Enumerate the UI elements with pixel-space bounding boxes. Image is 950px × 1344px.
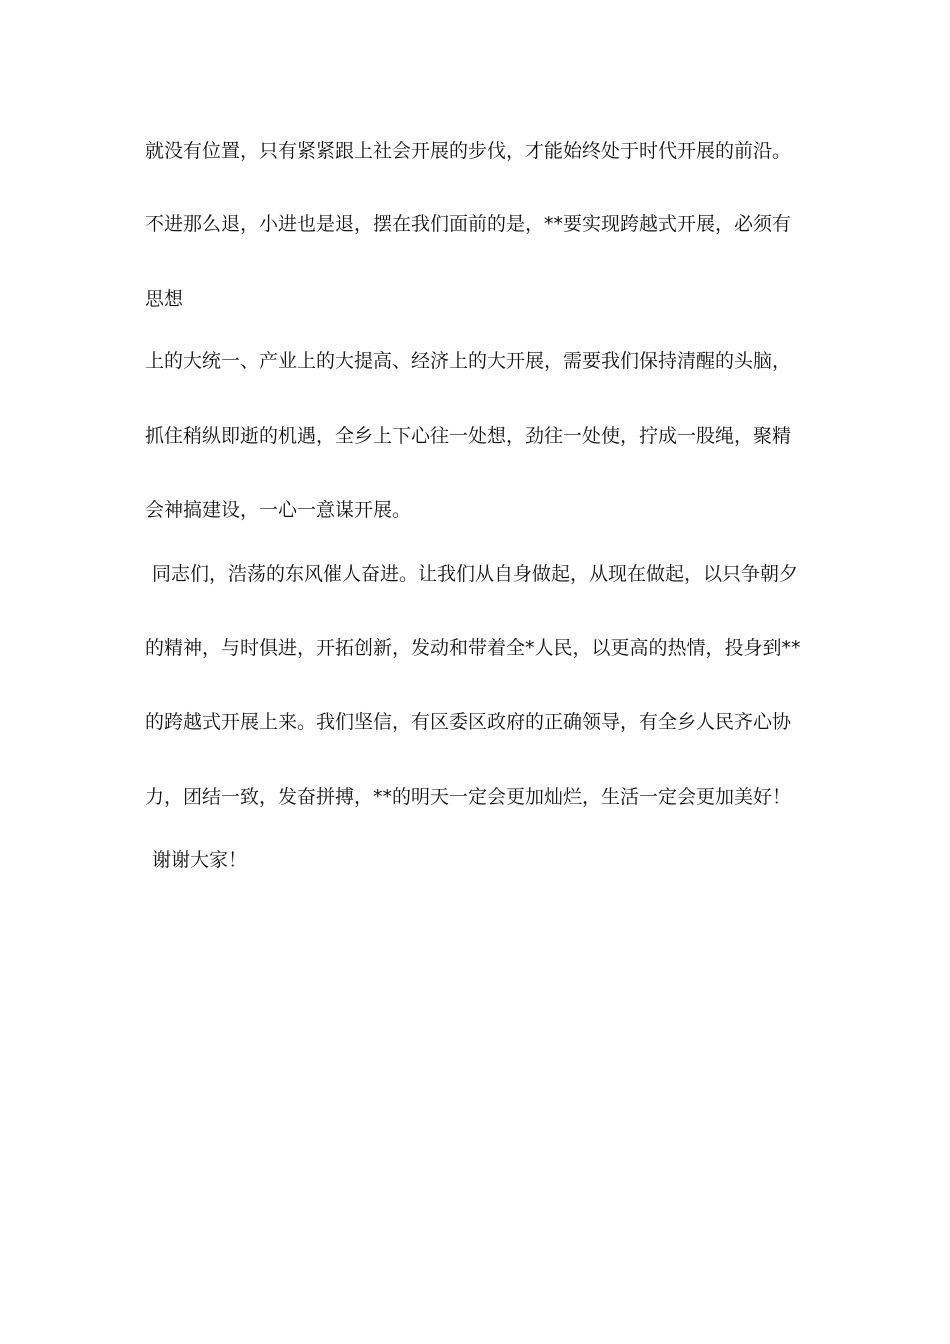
text-line-5: 抓住稍纵即逝的机遇，全乡上下心往一处想，劲往一处使，拧成一股绳，聚精	[145, 425, 792, 447]
text-line-10: 力，团结一致，发奋拼搏，**的明天一定会更加灿烂，生活一定会更加美好！	[145, 786, 792, 808]
text-line-2: 不进那么退，小进也是退，摆在我们面前的是，**要实现跨越式开展，必须有	[145, 213, 792, 235]
text-line-6: 会神搞建设，一心一意谋开展。	[145, 499, 412, 521]
text-line-11: 谢谢大家！	[152, 849, 248, 871]
text-line-3: 思想	[145, 288, 184, 310]
text-line-4: 上的大统一、产业上的大提高、经济上的大开展，需要我们保持清醒的头脑，	[145, 350, 792, 372]
text-line-8: 的精神，与时俱进，开拓创新，发动和带着全*人民，以更高的热情，投身到**	[145, 637, 801, 659]
text-line-7: 同志们，浩荡的东风催人奋进。让我们从自身做起，从现在做起，以只争朝夕	[152, 563, 799, 585]
text-line-9: 的跨越式开展上来。我们坚信，有区委区政府的正确领导，有全乡人民齐心协	[145, 711, 792, 733]
text-line-1: 就没有位置，只有紧紧跟上社会开展的步伐，才能始终处于时代开展的前沿。	[145, 140, 792, 162]
